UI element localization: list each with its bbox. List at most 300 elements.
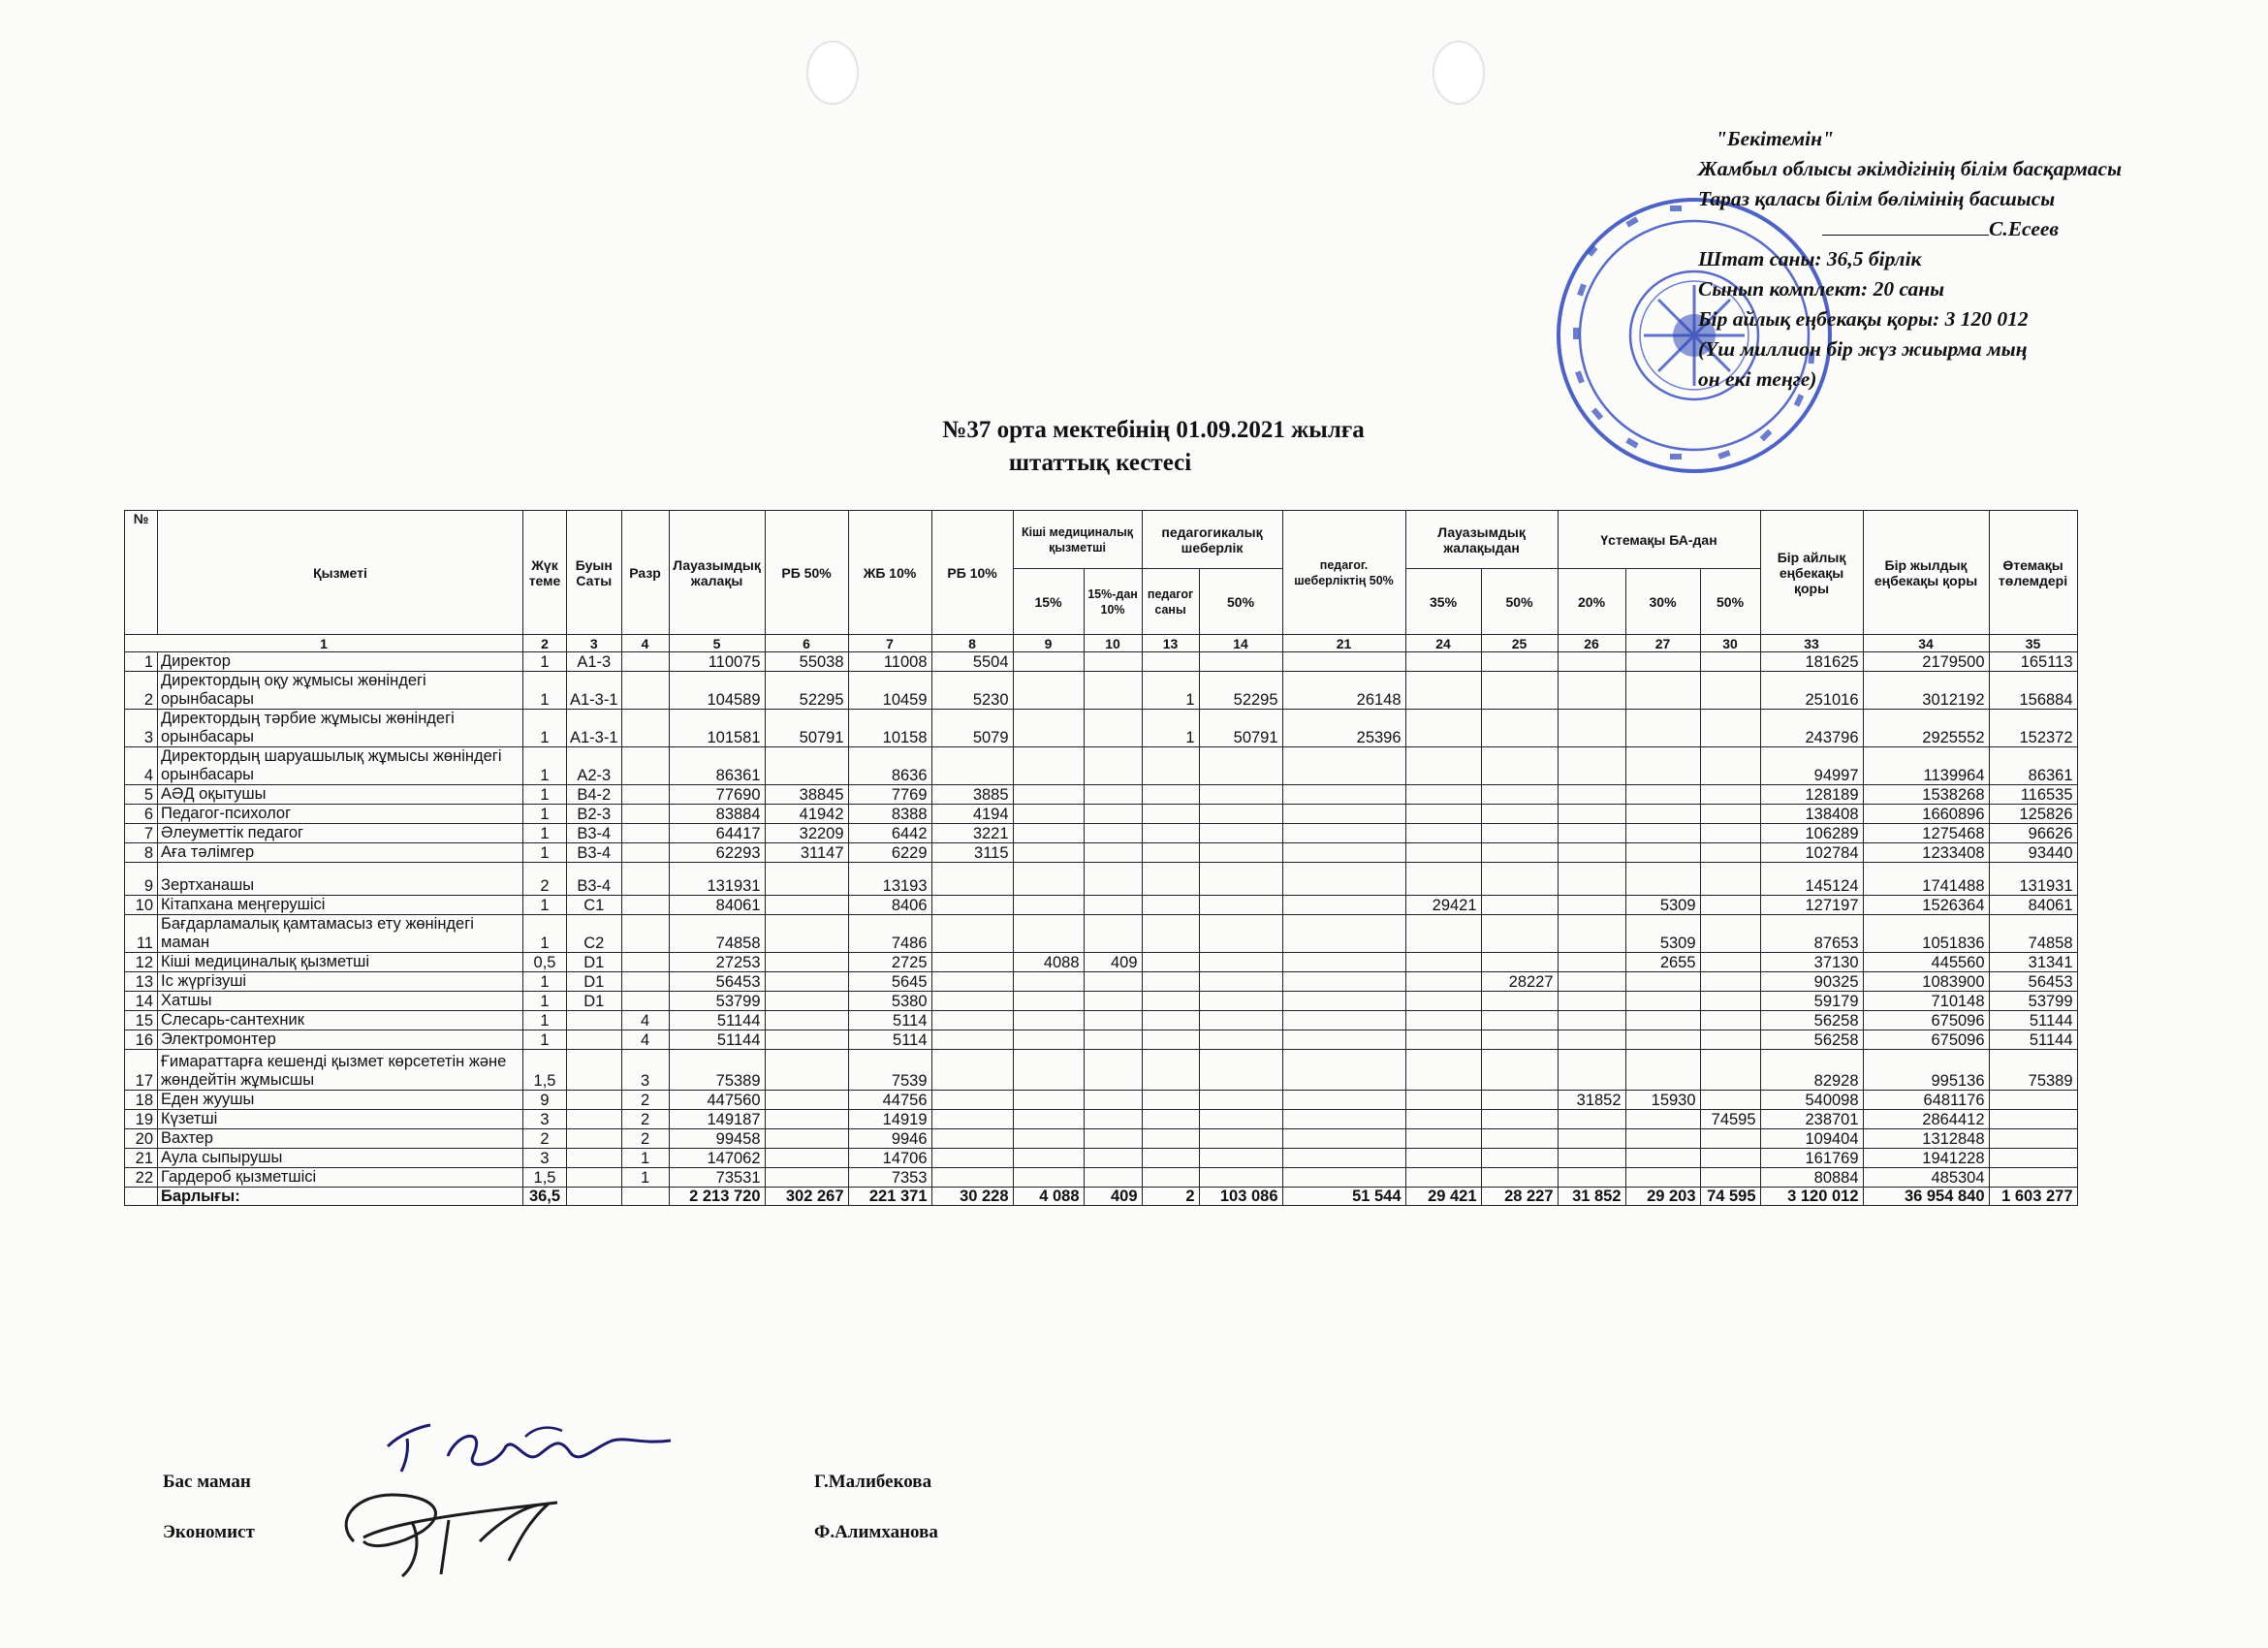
table-cell — [1084, 710, 1142, 747]
table-cell — [621, 972, 669, 992]
row-index: 1 — [125, 652, 158, 672]
document-title — [901, 414, 1405, 480]
header-ped-master-50: педагог. шеберліктің 50% — [1282, 511, 1405, 635]
table-cell: 1 — [621, 1168, 669, 1188]
table-cell — [1013, 710, 1084, 747]
table-cell — [567, 1129, 622, 1149]
table-cell — [1142, 1011, 1199, 1030]
table-cell: 447560 — [669, 1091, 765, 1110]
table-cell: 99458 — [669, 1129, 765, 1149]
table-cell — [621, 805, 669, 824]
table-cell: 1741488 — [1863, 863, 1989, 896]
header-extra-30: 30% — [1625, 569, 1700, 635]
table-cell: 2864412 — [1863, 1110, 1989, 1129]
table-cell — [1481, 1091, 1558, 1110]
table-cell — [1700, 1091, 1760, 1110]
table-cell — [1199, 785, 1282, 805]
table-cell: 10158 — [848, 710, 931, 747]
table-cell — [621, 992, 669, 1011]
table-cell — [621, 824, 669, 843]
table-cell — [1700, 992, 1760, 1011]
table-cell: 51144 — [669, 1011, 765, 1030]
table-cell: 8388 — [848, 805, 931, 824]
table-cell: 5645 — [848, 972, 931, 992]
approval-signer — [1698, 214, 2202, 244]
table-cell — [1405, 824, 1481, 843]
table-cell — [1700, 805, 1760, 824]
total-label: Барлығы: — [158, 1188, 523, 1206]
row-index: 15 — [125, 1011, 158, 1030]
table-cell: С1 — [567, 896, 622, 915]
table-cell: 64417 — [669, 824, 765, 843]
table-cell — [1481, 1030, 1558, 1050]
table-cell: 6442 — [848, 824, 931, 843]
column-number: 6 — [765, 635, 848, 652]
table-cell — [1558, 896, 1625, 915]
table-cell — [1625, 1149, 1700, 1168]
table-cell: 152372 — [1989, 710, 2077, 747]
table-cell — [1989, 1091, 2077, 1110]
table-cell: В4-2 — [567, 785, 622, 805]
table-cell: 86361 — [1989, 747, 2077, 785]
table-cell — [765, 1091, 848, 1110]
table-cell: 1 — [523, 843, 567, 863]
position-name: Директордың шаруашылық жұмысы жөніндегі орынбасары — [158, 747, 523, 785]
table-cell — [1013, 747, 1084, 785]
table-row — [125, 915, 2078, 953]
table-cell: 1 — [523, 915, 567, 953]
table-cell: 0,5 — [523, 953, 567, 972]
table-cell: 675096 — [1863, 1030, 1989, 1050]
table-cell: А2-3 — [567, 747, 622, 785]
table-row — [125, 1129, 2078, 1149]
row-index: 21 — [125, 1149, 158, 1168]
table-cell: 53799 — [1989, 992, 2077, 1011]
table-cell — [1199, 824, 1282, 843]
table-cell — [1282, 805, 1405, 824]
table-row — [125, 992, 2078, 1011]
table-row — [125, 747, 2078, 785]
table-cell: В3-4 — [567, 824, 622, 843]
column-number: 5 — [669, 635, 765, 652]
table-cell: 55038 — [765, 652, 848, 672]
table-cell — [1700, 843, 1760, 863]
table-cell: 13193 — [848, 863, 931, 896]
column-number: 13 — [1142, 635, 1199, 652]
table-cell — [1405, 843, 1481, 863]
table-cell: 87653 — [1760, 915, 1863, 953]
total-cell: 2 — [1142, 1188, 1199, 1206]
table-cell — [1405, 1091, 1481, 1110]
table-cell: 110075 — [669, 652, 765, 672]
table-cell: 1083900 — [1863, 972, 1989, 992]
table-cell: 1941228 — [1863, 1149, 1989, 1168]
table-cell — [1405, 805, 1481, 824]
table-cell: 409 — [1084, 953, 1142, 972]
table-cell — [1013, 1030, 1084, 1050]
table-cell — [1142, 824, 1199, 843]
table-cell — [1481, 824, 1558, 843]
table-cell — [1013, 1050, 1084, 1091]
table-cell — [1405, 1129, 1481, 1149]
table-cell — [931, 972, 1013, 992]
column-number: 7 — [848, 635, 931, 652]
table-cell: 995136 — [1863, 1050, 1989, 1091]
approval-amount-words-1: (Үш миллион бір жүз жиырма мың — [1698, 337, 2028, 361]
row-index: 22 — [125, 1168, 158, 1188]
table-cell — [765, 992, 848, 1011]
table-cell — [1142, 652, 1199, 672]
table-cell: 31852 — [1558, 1091, 1625, 1110]
column-number: 10 — [1084, 635, 1142, 652]
table-cell — [1558, 747, 1625, 785]
total-cell: 221 371 — [848, 1188, 931, 1206]
table-cell — [1199, 652, 1282, 672]
table-cell — [1558, 992, 1625, 1011]
table-cell: 50791 — [765, 710, 848, 747]
header-jb10: ЖБ 10% — [848, 511, 931, 635]
table-cell: 2925552 — [1863, 710, 1989, 747]
table-cell — [1013, 672, 1084, 710]
table-cell — [1558, 1168, 1625, 1188]
table-cell — [567, 1091, 622, 1110]
table-cell — [1405, 1149, 1481, 1168]
table-cell: 1,5 — [523, 1168, 567, 1188]
total-cell: 30 228 — [931, 1188, 1013, 1206]
table-cell — [1282, 915, 1405, 953]
table-cell: 4 — [621, 1030, 669, 1050]
total-cell: 3 120 012 — [1760, 1188, 1863, 1206]
table-cell: 5380 — [848, 992, 931, 1011]
table-cell: 94997 — [1760, 747, 1863, 785]
table-cell: 1 — [523, 972, 567, 992]
table-cell: 44756 — [848, 1091, 931, 1110]
table-cell — [1142, 896, 1199, 915]
table-cell — [1625, 843, 1700, 863]
table-cell — [1700, 896, 1760, 915]
position-name: АӘД оқытушы — [158, 785, 523, 805]
table-cell: 52295 — [765, 672, 848, 710]
signature-scribble-1 — [380, 1417, 680, 1485]
table-cell — [1625, 863, 1700, 896]
header-no: № — [125, 511, 158, 635]
table-cell — [1558, 824, 1625, 843]
table-cell: 9 — [523, 1091, 567, 1110]
table-cell — [567, 1110, 622, 1129]
table-cell: А1-3-1 — [567, 672, 622, 710]
table-cell: 5504 — [931, 652, 1013, 672]
header-nurse: Кіші медициналық қызметші — [1013, 511, 1142, 569]
table-cell — [1282, 1050, 1405, 1091]
header-nurse-15: 15% — [1013, 569, 1084, 635]
approval-class-count: Сынып комплект: 20 саны — [1698, 277, 1945, 301]
row-index: 17 — [125, 1050, 158, 1091]
table-row — [125, 1030, 2078, 1050]
table-cell — [1084, 843, 1142, 863]
table-row — [125, 1091, 2078, 1110]
table-cell: 116535 — [1989, 785, 2077, 805]
table-cell — [1700, 1129, 1760, 1149]
table-cell — [1625, 1110, 1700, 1129]
table-cell — [1558, 805, 1625, 824]
table-cell — [1282, 824, 1405, 843]
table-cell — [931, 1168, 1013, 1188]
table-cell: 96626 — [1989, 824, 2077, 843]
table-cell: 1526364 — [1863, 896, 1989, 915]
table-cell — [1282, 1091, 1405, 1110]
header-salary: Лауазымдық жалақы — [669, 511, 765, 635]
approval-org: Жамбыл облысы әкімдігінің білім басқармасы — [1698, 157, 2123, 180]
signature-role-2: Экономист — [163, 1522, 255, 1542]
table-cell — [1013, 972, 1084, 992]
position-name: Директордың тәрбие жұмысы жөніндегі орынбасары — [158, 710, 523, 747]
table-cell — [931, 1091, 1013, 1110]
punch-hole-left — [806, 41, 859, 105]
table-cell — [931, 953, 1013, 972]
table-cell: 109404 — [1760, 1129, 1863, 1149]
table-cell — [931, 992, 1013, 1011]
table-cell: 3012192 — [1863, 672, 1989, 710]
table-cell: 5230 — [931, 672, 1013, 710]
table-cell — [1700, 824, 1760, 843]
table-cell: 56258 — [1760, 1011, 1863, 1030]
table-cell: 1 — [1142, 710, 1199, 747]
table-cell — [1700, 1030, 1760, 1050]
table-cell — [567, 1050, 622, 1091]
table-cell: 14706 — [848, 1149, 931, 1168]
table-cell — [1142, 805, 1199, 824]
table-cell — [1282, 785, 1405, 805]
table-cell — [765, 953, 848, 972]
position-name: Директордың оқу жұмысы жөніндегі орынбасары — [158, 672, 523, 710]
total-cell: 2 213 720 — [669, 1188, 765, 1206]
position-name: Еден жуушы — [158, 1091, 523, 1110]
table-cell — [1282, 652, 1405, 672]
approval-block — [1698, 124, 2202, 395]
table-cell: 31341 — [1989, 953, 2077, 972]
column-number: 33 — [1760, 635, 1863, 652]
table-row — [125, 1149, 2078, 1168]
table-cell: 675096 — [1863, 1011, 1989, 1030]
total-cell: 1 603 277 — [1989, 1188, 2077, 1206]
table-cell — [1700, 710, 1760, 747]
table-cell — [1405, 672, 1481, 710]
table-cell — [1481, 992, 1558, 1011]
header-extra-50: 50% — [1700, 569, 1760, 635]
total-cell: 29 421 — [1405, 1188, 1481, 1206]
table-cell — [621, 652, 669, 672]
position-name: Әлеуметтік педагог — [158, 824, 523, 843]
table-cell — [1282, 1168, 1405, 1188]
table-cell — [1142, 747, 1199, 785]
row-index: 10 — [125, 896, 158, 915]
table-cell: 74595 — [1700, 1110, 1760, 1129]
staff-table — [124, 510, 2078, 1206]
table-cell: В3-4 — [567, 843, 622, 863]
table-cell — [1625, 992, 1700, 1011]
table-cell: 15930 — [1625, 1091, 1700, 1110]
table-cell: 8636 — [848, 747, 931, 785]
table-cell — [1558, 1149, 1625, 1168]
table-cell — [1558, 915, 1625, 953]
table-cell: 3 — [523, 1110, 567, 1129]
table-cell — [1013, 992, 1084, 1011]
table-cell: 28227 — [1481, 972, 1558, 992]
table-cell — [1625, 785, 1700, 805]
table-cell: 11008 — [848, 652, 931, 672]
table-cell — [1084, 1168, 1142, 1188]
table-cell — [621, 863, 669, 896]
table-cell — [1013, 785, 1084, 805]
table-cell — [1199, 1149, 1282, 1168]
table-cell: С2 — [567, 915, 622, 953]
table-cell: 540098 — [1760, 1091, 1863, 1110]
table-cell: D1 — [567, 953, 622, 972]
total-cell: 31 852 — [1558, 1188, 1625, 1206]
punch-hole-right — [1433, 41, 1485, 105]
table-cell — [765, 1168, 848, 1188]
table-cell — [1700, 747, 1760, 785]
table-row — [125, 785, 2078, 805]
row-index: 20 — [125, 1129, 158, 1149]
table-cell — [1142, 1149, 1199, 1168]
table-cell: 74858 — [669, 915, 765, 953]
table-row — [125, 652, 2078, 672]
table-cell — [621, 896, 669, 915]
header-ped-50: 50% — [1199, 569, 1282, 635]
table-cell — [931, 1110, 1013, 1129]
position-name: Кітапхана меңгерушісі — [158, 896, 523, 915]
title-line-2: штаттық кестесі — [1008, 450, 1192, 476]
table-cell: 1312848 — [1863, 1129, 1989, 1149]
table-cell — [567, 1011, 622, 1030]
table-cell — [1405, 953, 1481, 972]
table-cell — [1405, 992, 1481, 1011]
table-cell: 3221 — [931, 824, 1013, 843]
position-name: Гардероб қызметшісі — [158, 1168, 523, 1188]
table-cell — [1700, 972, 1760, 992]
table-cell — [1625, 1011, 1700, 1030]
total-cell: 103 086 — [1199, 1188, 1282, 1206]
table-cell: 6481176 — [1863, 1091, 1989, 1110]
table-cell — [1013, 843, 1084, 863]
table-cell: 1 — [523, 672, 567, 710]
table-cell: 125826 — [1989, 805, 2077, 824]
table-row — [125, 972, 2078, 992]
table-cell: 51144 — [1989, 1030, 2077, 1050]
table-cell — [1084, 1011, 1142, 1030]
row-index: 8 — [125, 843, 158, 863]
table-cell: 5309 — [1625, 915, 1700, 953]
position-name: Слесарь-сантехник — [158, 1011, 523, 1030]
position-name: Бағдарламалық қамтамасыз ету жөніндегі маман — [158, 915, 523, 953]
table-cell — [931, 1149, 1013, 1168]
table-cell: 93440 — [1989, 843, 2077, 863]
table-cell: 1 — [1142, 672, 1199, 710]
table-cell — [1084, 824, 1142, 843]
table-cell: 1 — [523, 1011, 567, 1030]
table-cell — [1199, 992, 1282, 1011]
table-cell — [1199, 1050, 1282, 1091]
table-cell — [567, 1030, 622, 1050]
table-cell: 3 — [523, 1149, 567, 1168]
header-grade: Разр — [621, 511, 669, 635]
table-cell: 80884 — [1760, 1168, 1863, 1188]
table-cell — [1481, 1011, 1558, 1030]
table-cell — [1084, 915, 1142, 953]
table-cell: 127197 — [1760, 896, 1863, 915]
table-cell: 710148 — [1863, 992, 1989, 1011]
table-cell: 26148 — [1282, 672, 1405, 710]
total-cell — [125, 1188, 158, 1206]
table-cell — [1084, 1129, 1142, 1149]
column-number: 4 — [621, 635, 669, 652]
staff-table-body — [125, 635, 2078, 1206]
position-name: Ғимараттарға кешенді қызмет көрсететін және жөндейтін жұмысшы — [158, 1050, 523, 1091]
table-cell — [1084, 863, 1142, 896]
table-cell — [1142, 1091, 1199, 1110]
signature-scribble-2 — [334, 1483, 586, 1580]
table-cell — [1481, 1168, 1558, 1188]
table-cell: 7353 — [848, 1168, 931, 1188]
column-number: 27 — [1625, 635, 1700, 652]
table-cell: 156884 — [1989, 672, 2077, 710]
position-name: Педагог-психолог — [158, 805, 523, 824]
table-cell — [1199, 1129, 1282, 1149]
header-position: Қызметі — [158, 511, 523, 635]
table-cell: 147062 — [669, 1149, 765, 1168]
total-cell: 36 954 840 — [1863, 1188, 1989, 1206]
table-cell — [1558, 1129, 1625, 1149]
table-cell: А1-3-1 — [567, 710, 622, 747]
table-cell: 1 — [523, 1030, 567, 1050]
table-cell: 9946 — [848, 1129, 931, 1149]
table-cell: 1 — [523, 785, 567, 805]
table-cell: 73531 — [669, 1168, 765, 1188]
header-salary-50: 50% — [1481, 569, 1558, 635]
table-cell — [931, 1011, 1013, 1030]
table-cell — [1481, 672, 1558, 710]
total-cell: 74 595 — [1700, 1188, 1760, 1206]
table-cell — [567, 1168, 622, 1188]
row-index: 4 — [125, 747, 158, 785]
table-cell — [1700, 915, 1760, 953]
table-cell: 2 — [621, 1091, 669, 1110]
table-cell — [1282, 1110, 1405, 1129]
table-cell — [1013, 652, 1084, 672]
table-cell — [765, 1110, 848, 1129]
table-cell — [931, 915, 1013, 953]
table-row — [125, 1050, 2078, 1091]
table-cell — [1481, 843, 1558, 863]
header-extra-20: 20% — [1558, 569, 1625, 635]
table-cell: 1538268 — [1863, 785, 1989, 805]
table-cell: 138408 — [1760, 805, 1863, 824]
table-cell — [1084, 1050, 1142, 1091]
table-cell — [1013, 915, 1084, 953]
total-row — [125, 1188, 2078, 1206]
table-cell — [1013, 1091, 1084, 1110]
row-index: 13 — [125, 972, 158, 992]
total-cell: 302 267 — [765, 1188, 848, 1206]
table-cell — [1625, 824, 1700, 843]
table-cell — [1142, 1168, 1199, 1188]
table-cell — [1282, 1149, 1405, 1168]
table-cell: 75389 — [1989, 1050, 2077, 1091]
table-cell — [1199, 896, 1282, 915]
total-cell: 29 203 — [1625, 1188, 1700, 1206]
table-cell: 77690 — [669, 785, 765, 805]
